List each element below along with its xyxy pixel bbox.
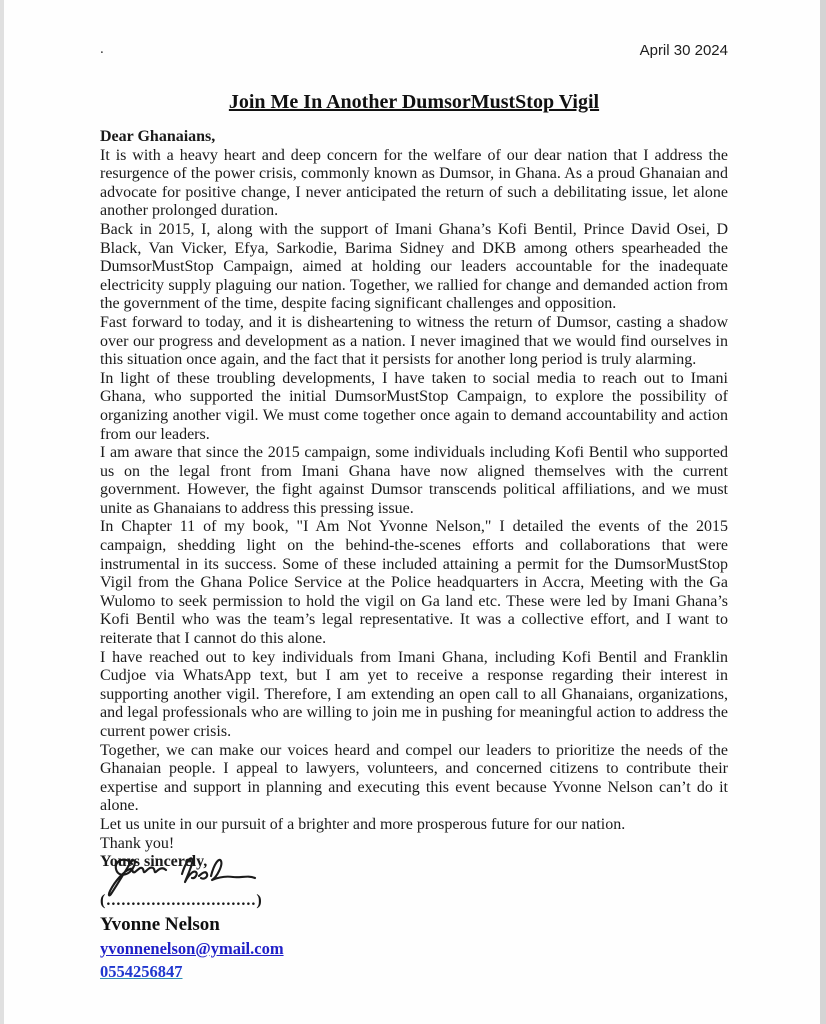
salutation: Dear Ghanaians,	[100, 128, 216, 145]
paragraph-2: Back in 2015, I, along with the support of Imani Ghana’s Kofi Bentil, Prince David Osei, D Black, Van Vicker, Efya, Sarkodie, Barima Sidney and DKB among others spearheaded the DumsorMustStop Campaign, aimed at holding our leaders accountable for the inadequate electricity supply plaguing our nation. Together, we rallied for change and demanded action from the government of the time, despite facing significant challenges and opposition.	[100, 220, 728, 313]
sign-off: Yours sincerely,	[100, 853, 208, 871]
phone-link[interactable]: 0554256847	[100, 961, 183, 981]
stray-period-mark: .	[100, 41, 104, 57]
page-left-edge	[0, 0, 4, 1024]
paragraph-6: In Chapter 11 of my book, "I Am Not Yvonne Nelson," I detailed the events of the 2015 campaign, shedding light on the behind-the-scenes efforts and collaborations that were instrumental in its success. Some of these included attaining a permit for the DumsorMustStop Vigil from the Ghana Police Service at the Police headquarters in Accra, Meeting with the Ga Wulomo to seek permission to hold the vigil on Ga land etc. These were led by Imani Ghana’s Kofi Bentil who was the team’s legal representative. It was a collective effort, and I want to reiterate that I cannot do this alone.	[100, 518, 728, 648]
letter-body	[100, 128, 728, 872]
paragraph-1: It is with a heavy heart and deep concern for the welfare of our dear nation that I address the resurgence of the power crisis, commonly known as Dumsor, in Ghana. As a proud Ghanaian and advocate for positive change, I never anticipated the return of such a debilitating issue, let alone another prolonged duration.	[100, 146, 728, 220]
letter-title: Join Me In Another DumsorMustStop Vigil	[228, 91, 600, 113]
letter-date: April 30 2024	[639, 42, 728, 59]
letter-content	[100, 42, 728, 982]
thanks-line: Thank you!	[100, 834, 175, 852]
signature-block	[100, 874, 728, 910]
contact-email-row	[100, 938, 728, 959]
signatory-name: Yvonne Nelson	[100, 913, 220, 935]
unite-line: Let us unite in our pursuit of a brighter and more prosperous future for our nation.	[100, 815, 626, 833]
paragraph-8: Together, we can make our voices heard and compel our leaders to prioritize the needs of the Ghanaian people. I appeal to lawyers, volunteers, and concerned citizens to contribute their expertise and support in planning and executing this event because Yvonne Nelson can’t do it alone.	[100, 741, 728, 815]
letter-header	[100, 42, 728, 59]
paragraph-4: In light of these troubling developments, I have taken to social media to reach out to Imani Ghana, who supported the initial DumsorMustStop Campaign, to explore the possibility of organizing another vigil. We must come together once again to demand accountability and action from our leaders.	[100, 369, 728, 443]
signature-line: (..............................)	[100, 891, 263, 909]
email-link[interactable]: yvonnenelson@ymail.com	[100, 938, 284, 958]
contact-phone-row	[100, 961, 728, 982]
paragraph-7: I have reached out to key individuals from Imani Ghana, including Kofi Bentil and Franklin Cudjoe via WhatsApp text, but I am yet to receive a response regarding their interest in supporting another vigil. Therefore, I am extending an open call to all Ghanaians, organizations, and legal professionals who are willing to join me in pushing for meaningful action to address the current power crisis.	[100, 648, 728, 740]
paragraph-3: Fast forward to today, and it is disheartening to witness the return of Dumsor, casting a shadow over our progress and development as a nation. I never imagined that we would find ourselves in this situation once again, and the fact that it persists for another long period is truly alarming.	[100, 313, 728, 369]
page-right-edge	[820, 0, 826, 1024]
paragraph-5: I am aware that since the 2015 campaign, some individuals including Kofi Bentil who supported us on the legal front from Imani Ghana have now aligned themselves with the current government. However, the fight against Dumsor transcends political affiliations, and we must unite as Ghanaians to address this pressing issue.	[100, 444, 728, 517]
